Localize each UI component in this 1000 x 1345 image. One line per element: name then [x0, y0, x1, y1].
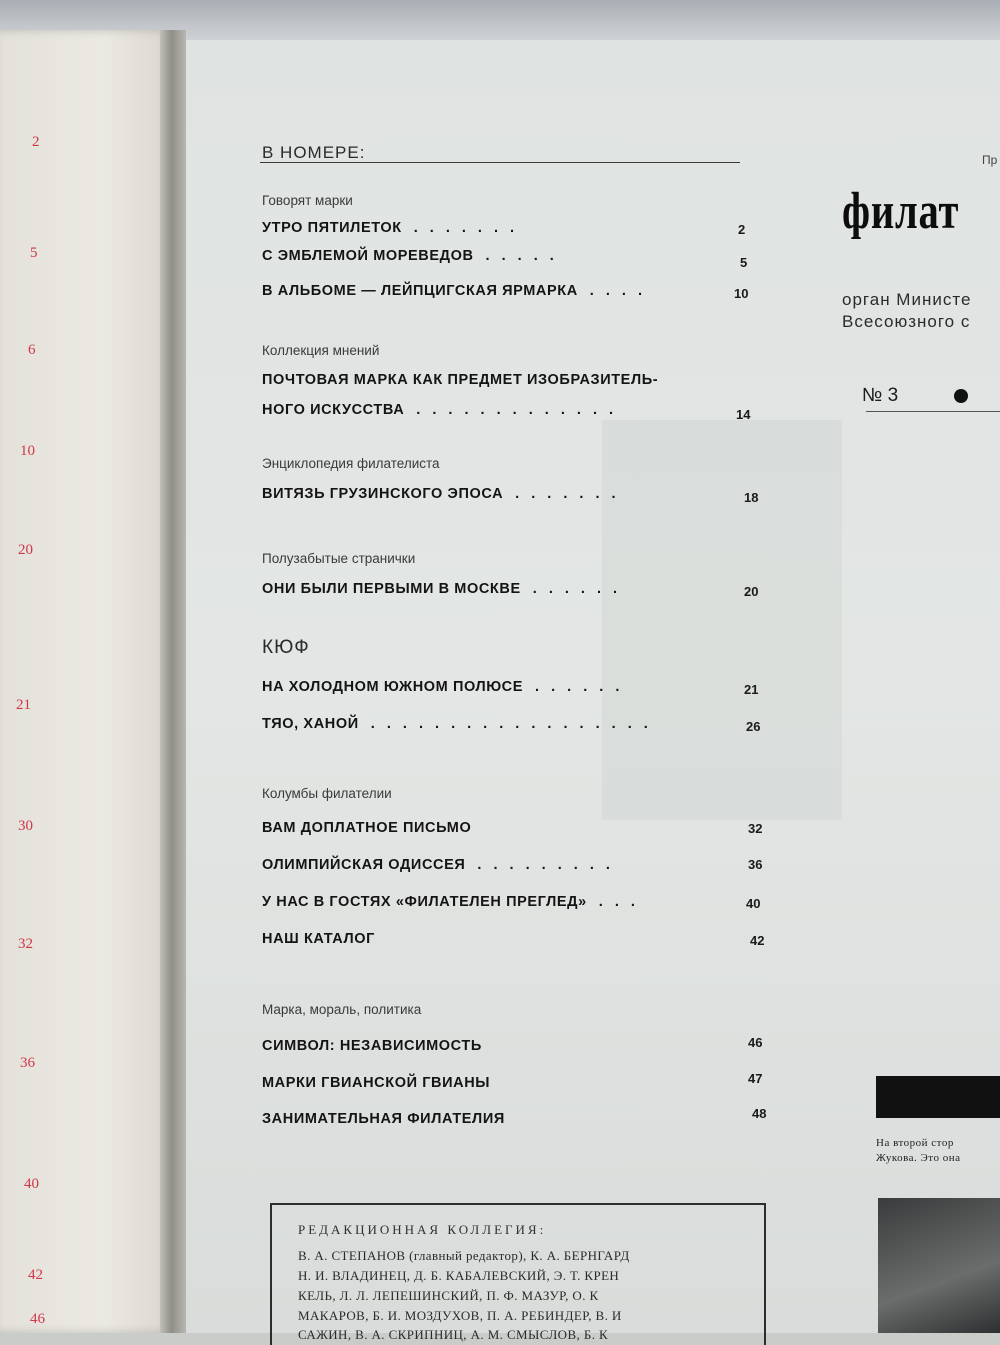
editorial-board-line: Н. И. ВЛАДИНЕЦ, Д. Б. КАБАЛЕВСКИЙ, Э. Т. КРЕН [298, 1268, 620, 1283]
entry-title: НА ХОЛОДНОМ ЮЖНОМ ПОЛЮСЕ [262, 679, 524, 695]
editorial-board-line: КЕЛЬ, Л. Л. ЛЕПЕШИНСКИЙ, П. Ф. МАЗУР, О. К [298, 1288, 599, 1303]
left-page-number: 21 [16, 697, 31, 713]
toc-entry[interactable] [262, 1075, 490, 1091]
toc-entry[interactable]: ВИТЯЗЬ ГРУЗИНСКОГО ЭПОСА . . . . . . . [262, 486, 620, 502]
left-page [0, 30, 172, 1333]
toc-entry[interactable]: УТРО ПЯТИЛЕТОК . . . . . . . [262, 220, 519, 236]
entry-page: 42 [750, 933, 765, 948]
toc-entry[interactable]: В АЛЬБОМЕ — ЛЕЙПЦИГСКАЯ ЯРМАРКА . . . . [262, 283, 647, 299]
toc-entry[interactable] [262, 820, 471, 836]
section-title: КЮФ [262, 637, 310, 658]
left-page-number: 30 [18, 818, 33, 834]
entry-title: ОЛИМПИЙСКАЯ ОДИССЕЯ [262, 857, 466, 873]
issue-number: № 3 [862, 385, 899, 406]
toc-entry-continued[interactable]: НОГО ИСКУССТВА . . . . . . . . . . . . . [262, 402, 618, 418]
editorial-board-line: МАКАРОВ, Б. И. МОЗДУХОВ, П. А. РЕБИНДЕР, В. И [298, 1308, 622, 1323]
editorial-board-title: РЕДАКЦИОННАЯ КОЛЛЕГИЯ: [298, 1222, 547, 1237]
entry-title: УТРО ПЯТИЛЕТОК [262, 220, 402, 236]
entry-title: ТЯО, ХАНОЙ [262, 716, 359, 732]
left-page-number: 36 [20, 1055, 35, 1071]
entry-page: 32 [748, 821, 763, 836]
section-title: Полузабытые странички [262, 551, 416, 566]
page-gutter [160, 30, 186, 1333]
entry-page: 14 [736, 407, 751, 422]
left-page-number: 6 [28, 342, 36, 358]
left-page-number: 5 [30, 245, 38, 261]
photo-image [878, 1198, 1000, 1333]
left-page-number: 20 [18, 542, 33, 558]
entry-page: 5 [740, 255, 748, 270]
entry-page: 47 [748, 1071, 763, 1086]
magazine-title: филат [842, 183, 960, 240]
masthead-organ-line: орган Министе [842, 290, 972, 309]
entry-page: 2 [738, 222, 746, 237]
entry-page: 26 [746, 719, 761, 734]
toc-entry[interactable]: С ЭМБЛЕМОЙ МОРЕВЕДОВ . . . . . [262, 248, 558, 264]
entry-title: ВИТЯЗЬ ГРУЗИНСКОГО ЭПОСА [262, 486, 504, 502]
entry-title: МАРКИ ГВИАНСКОЙ ГВИАНЫ [262, 1075, 491, 1091]
toc-entry[interactable]: НА ХОЛОДНОМ ЮЖНОМ ПОЛЮСЕ . . . . . . [262, 679, 624, 695]
section-title: Говорят марки [262, 193, 353, 208]
section-title: Энциклопедия филателиста [262, 456, 440, 471]
left-page-number: 40 [24, 1176, 39, 1192]
left-page-number: 10 [20, 443, 35, 459]
entry-page: 10 [734, 286, 749, 301]
entry-title: С ЭМБЛЕМОЙ МОРЕВЕДОВ [262, 248, 474, 264]
left-page-number: 42 [28, 1267, 43, 1283]
left-page-number: 2 [32, 134, 40, 150]
toc-entry[interactable] [262, 1111, 505, 1127]
toc-entry[interactable]: ОНИ БЫЛИ ПЕРВЫМИ В МОСКВЕ . . . . . . [262, 581, 622, 597]
toc-entry[interactable]: У НАС В ГОСТЯХ «ФИЛАТЕЛЕН ПРЕГЛЕД» . . . [262, 894, 639, 910]
toc-entry[interactable] [262, 372, 658, 388]
left-page-number: 46 [30, 1311, 45, 1327]
entry-page: 36 [748, 857, 763, 872]
entry-title: В АЛЬБОМЕ — ЛЕЙПЦИГСКАЯ ЯРМАРКА [262, 283, 578, 299]
page-shade [602, 420, 842, 820]
entry-page: 20 [744, 584, 759, 599]
caption-line: На второй стор [876, 1137, 954, 1149]
bullet-icon [954, 389, 968, 403]
entry-page: 46 [748, 1035, 763, 1050]
entry-title: СИМВОЛ: НЕЗАВИСИМОСТЬ [262, 1038, 482, 1054]
entry-page: 40 [746, 896, 761, 911]
issue-divider [866, 411, 1000, 412]
entry-page: 48 [752, 1106, 767, 1121]
editorial-board-line: В. А. СТЕПАНОВ (главный редактор), К. А. БЕРНГАРД [298, 1248, 630, 1263]
entry-title: ОНИ БЫЛИ ПЕРВЫМИ В МОСКВЕ [262, 581, 521, 597]
entry-page: 21 [744, 682, 759, 697]
entry-title: ПОЧТОВАЯ МАРКА КАК ПРЕДМЕТ ИЗОБРАЗИТЕЛЬ- [262, 372, 659, 388]
entry-title: ВАМ ДОПЛАТНОЕ ПИСЬМО [262, 820, 472, 836]
toc-entry[interactable]: ОЛИМПИЙСКАЯ ОДИССЕЯ . . . . . . . . . [262, 857, 614, 873]
toc-entry[interactable]: ТЯО, ХАНОЙ . . . . . . . . . . . . . . . . . . [262, 716, 652, 732]
left-page-number: 32 [18, 936, 33, 952]
entry-title: НАШ КАТАЛОГ [262, 931, 376, 947]
entry-page: 18 [744, 490, 759, 505]
section-title: Коллекция мнений [262, 343, 380, 358]
masthead-organ-line: Всесоюзного с [842, 312, 971, 331]
caption-line: Жукова. Это она [876, 1152, 961, 1164]
section-title: Марка, мораль, политика [262, 1002, 422, 1017]
contents-heading: В НОМЕРЕ: [262, 143, 366, 162]
black-bar [876, 1076, 1000, 1118]
toc-entry[interactable] [262, 931, 375, 947]
heading-divider [260, 162, 740, 163]
masthead-prelabel: Пр [982, 153, 998, 167]
editorial-board-line: САЖИН, В. А. СКРИПНИЦ, А. М. СМЫСЛОВ, Б. К [298, 1327, 609, 1342]
toc-entry[interactable] [262, 1038, 482, 1054]
section-title: Колумбы филателии [262, 786, 392, 801]
entry-title: НОГО ИСКУССТВА [262, 402, 405, 418]
entry-title: ЗАНИМАТЕЛЬНАЯ ФИЛАТЕЛИЯ [262, 1111, 505, 1127]
entry-title: У НАС В ГОСТЯХ «ФИЛАТЕЛЕН ПРЕГЛЕД» [262, 894, 587, 910]
